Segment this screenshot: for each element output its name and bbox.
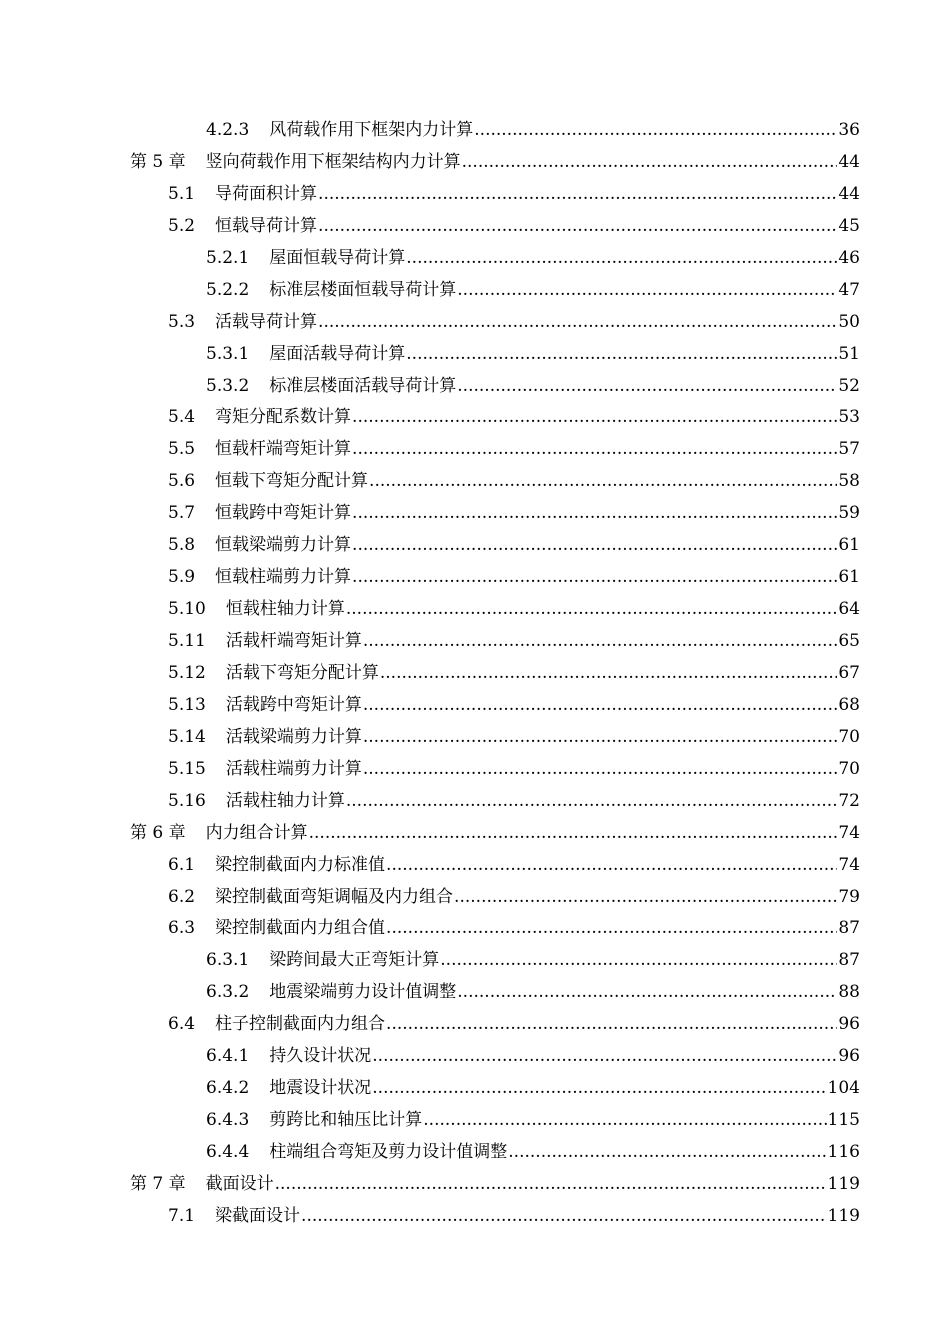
toc-entry-number: 第 7 章 — [130, 1173, 186, 1194]
toc-entry-page: 53 — [838, 407, 860, 428]
toc-entry[interactable] — [0, 722, 950, 754]
toc-entry-page: 119 — [827, 1173, 860, 1194]
toc-entry-title: 屋面恒载导荷计算 — [269, 247, 406, 268]
toc-entry-page: 70 — [838, 726, 860, 747]
dot-leader — [275, 1169, 827, 1201]
toc-entry-title: 标准层楼面活载导荷计算 — [269, 375, 457, 396]
toc-entry-title: 弯矩分配系数计算 — [215, 407, 352, 428]
toc-entry[interactable] — [0, 1105, 950, 1137]
toc-entry[interactable] — [0, 402, 950, 434]
toc-entry[interactable] — [0, 1073, 950, 1105]
toc-entry-page: 104 — [827, 1078, 860, 1099]
toc-entry-title: 截面设计 — [205, 1173, 274, 1194]
toc-entry-title: 风荷载作用下框架内力计算 — [269, 120, 474, 140]
toc-entry-title: 标准层楼面恒载导荷计算 — [269, 279, 457, 300]
toc-entry[interactable] — [0, 754, 950, 786]
toc-entry-number: 第 5 章 — [130, 151, 186, 172]
dot-leader — [454, 882, 837, 914]
toc-entry-number: 5.7 — [168, 503, 196, 524]
toc-entry-number: 6.4.2 — [206, 1078, 250, 1099]
toc-entry-page: 44 — [838, 183, 860, 204]
toc-entry-title: 活载导荷计算 — [215, 311, 318, 332]
toc-entry-page: 46 — [838, 247, 860, 268]
toc-entry-number: 6.3.2 — [206, 982, 250, 1003]
toc-entry-number: 5.13 — [168, 694, 206, 715]
toc-entry[interactable] — [0, 466, 950, 498]
toc-entry-page: 50 — [838, 311, 860, 332]
dot-leader — [363, 626, 838, 658]
toc-entry[interactable] — [0, 115, 950, 147]
dot-leader — [352, 562, 837, 594]
dot-leader — [386, 913, 837, 945]
toc-entry-page: 59 — [838, 503, 860, 524]
toc-entry-page: 87 — [838, 950, 860, 971]
toc-entry-title: 活载柱轴力计算 — [225, 790, 345, 811]
toc-entry[interactable] — [0, 882, 950, 914]
dot-leader — [352, 402, 837, 434]
toc-entry[interactable] — [0, 945, 950, 977]
toc-entry-title: 恒载跨中弯矩计算 — [215, 503, 352, 524]
toc-entry-number: 6.4.3 — [206, 1110, 250, 1131]
toc-entry-number: 6.1 — [168, 854, 196, 875]
dot-leader — [369, 466, 837, 498]
toc-entry-page: 116 — [827, 1142, 860, 1162]
toc-entry-number: 5.2.2 — [206, 279, 250, 300]
toc-entry[interactable] — [0, 1201, 950, 1233]
toc-entry[interactable] — [0, 562, 950, 594]
toc-entry-page: 47 — [838, 279, 860, 300]
toc-entry[interactable] — [0, 498, 950, 530]
toc-entry-page: 64 — [838, 599, 860, 620]
toc-entry-page: 74 — [838, 822, 860, 843]
table-of-contents — [0, 115, 950, 1233]
toc-entry[interactable] — [0, 1169, 950, 1201]
toc-entry[interactable] — [0, 530, 950, 562]
toc-entry-page: 88 — [838, 982, 860, 1003]
dot-leader — [386, 850, 837, 882]
toc-entry[interactable] — [0, 434, 950, 466]
toc-entry-title: 活载杆端弯矩计算 — [225, 631, 362, 651]
dot-leader — [406, 339, 837, 371]
toc-entry[interactable] — [0, 690, 950, 722]
toc-entry-number: 5.11 — [168, 631, 206, 651]
toc-entry-title: 梁控制截面内力组合值 — [215, 918, 386, 939]
toc-entry-number: 6.4.1 — [206, 1046, 250, 1067]
toc-entry-number: 6.4.4 — [206, 1142, 250, 1162]
toc-entry-title: 柱子控制截面内力组合 — [215, 1014, 386, 1035]
toc-entry-title: 地震梁端剪力设计值调整 — [269, 982, 457, 1003]
toc-entry[interactable] — [0, 243, 950, 275]
toc-entry-page: 115 — [827, 1110, 860, 1131]
dot-leader — [318, 179, 837, 211]
toc-entry-number: 7.1 — [168, 1205, 196, 1226]
toc-entry-page: 70 — [838, 758, 860, 779]
dot-leader — [462, 147, 838, 179]
toc-entry-page: 36 — [838, 120, 860, 140]
toc-entry[interactable] — [0, 913, 950, 945]
dot-leader — [457, 371, 837, 403]
dot-leader — [508, 1137, 826, 1169]
toc-entry[interactable] — [0, 1041, 950, 1073]
dot-leader — [406, 243, 837, 275]
toc-entry-number: 5.1 — [168, 183, 196, 204]
toc-entry-title: 持久设计状况 — [269, 1046, 372, 1067]
toc-entry-title: 梁控制截面内力标准值 — [215, 854, 386, 875]
toc-entry-page: 68 — [838, 694, 860, 715]
toc-entry[interactable] — [0, 658, 950, 690]
dot-leader — [386, 1009, 837, 1041]
toc-entry-title: 恒载柱轴力计算 — [225, 599, 345, 620]
toc-entry-title: 梁控制截面弯矩调幅及内力组合 — [215, 886, 454, 907]
toc-entry-number: 5.4 — [168, 407, 196, 428]
toc-entry-title: 梁截面设计 — [215, 1205, 301, 1226]
dot-leader — [363, 690, 838, 722]
dot-leader — [352, 530, 837, 562]
toc-entry-number: 5.3.1 — [206, 343, 250, 364]
toc-entry-title: 恒载导荷计算 — [215, 215, 318, 236]
toc-entry-number: 6.3.1 — [206, 950, 250, 971]
toc-entry[interactable] — [0, 371, 950, 403]
toc-entry-number: 5.3 — [168, 311, 196, 332]
dot-leader — [363, 722, 838, 754]
toc-entry-title: 柱端组合弯矩及剪力设计值调整 — [269, 1142, 508, 1162]
toc-entry[interactable] — [0, 977, 950, 1009]
toc-entry-title: 活载柱端剪力计算 — [225, 758, 362, 779]
toc-entry-page: 67 — [838, 662, 860, 683]
dot-leader — [352, 434, 837, 466]
toc-entry-page: 87 — [838, 918, 860, 939]
toc-entry-number: 5.14 — [168, 726, 206, 747]
toc-entry-page: 96 — [838, 1014, 860, 1035]
toc-entry-page: 52 — [838, 375, 860, 396]
dot-leader — [318, 211, 837, 243]
toc-entry-title: 恒载梁端剪力计算 — [215, 535, 352, 556]
toc-entry-number: 6.2 — [168, 886, 196, 907]
dot-leader — [346, 594, 838, 626]
dot-leader — [380, 658, 838, 690]
toc-entry-title: 恒载下弯矩分配计算 — [215, 471, 369, 492]
toc-entry-title: 竖向荷载作用下框架结构内力计算 — [205, 151, 461, 172]
dot-leader — [440, 945, 837, 977]
dot-leader — [457, 275, 837, 307]
toc-entry-page: 79 — [838, 886, 860, 907]
toc-entry-title: 梁跨间最大正弯矩计算 — [269, 950, 440, 971]
toc-entry-title: 地震设计状况 — [269, 1078, 372, 1099]
toc-entry-title: 导荷面积计算 — [215, 183, 318, 204]
toc-entry-number: 5.10 — [168, 599, 206, 620]
toc-entry-title: 恒载杆端弯矩计算 — [215, 439, 352, 460]
toc-entry-number: 4.2.3 — [206, 120, 250, 140]
toc-entry[interactable] — [0, 850, 950, 882]
toc-entry[interactable] — [0, 818, 950, 850]
dot-leader — [352, 498, 837, 530]
toc-entry-number: 5.3.2 — [206, 375, 250, 396]
toc-entry[interactable] — [0, 307, 950, 339]
toc-entry-title: 恒载柱端剪力计算 — [215, 567, 352, 588]
dot-leader — [318, 307, 837, 339]
toc-entry-number: 5.9 — [168, 567, 196, 588]
toc-entry-page: 96 — [838, 1046, 860, 1067]
toc-entry-number: 5.15 — [168, 758, 206, 779]
toc-entry[interactable] — [0, 339, 950, 371]
dot-leader — [423, 1105, 826, 1137]
dot-leader — [372, 1041, 837, 1073]
toc-entry-page: 45 — [838, 215, 860, 236]
dot-leader — [474, 115, 837, 147]
toc-entry[interactable] — [0, 786, 950, 818]
toc-entry-number: 5.2 — [168, 215, 196, 236]
toc-entry-number: 6.4 — [168, 1014, 196, 1035]
toc-entry-page: 74 — [838, 854, 860, 875]
toc-entry-page: 51 — [838, 343, 860, 364]
toc-entry[interactable] — [0, 179, 950, 211]
toc-entry[interactable] — [0, 1137, 950, 1169]
toc-entry-number: 6.3 — [168, 918, 196, 939]
toc-entry-page: 119 — [827, 1205, 860, 1226]
toc-entry-page: 72 — [838, 790, 860, 811]
toc-entry-number: 5.8 — [168, 535, 196, 556]
dot-leader — [346, 786, 838, 818]
toc-entry[interactable] — [0, 594, 950, 626]
toc-entry[interactable] — [0, 626, 950, 658]
toc-entry-page: 61 — [838, 567, 860, 588]
dot-leader — [457, 977, 837, 1009]
toc-entry-page: 58 — [838, 471, 860, 492]
toc-entry-page: 44 — [838, 151, 860, 172]
dot-leader — [372, 1073, 826, 1105]
toc-entry-page: 61 — [838, 535, 860, 556]
toc-entry-number: 5.2.1 — [206, 247, 250, 268]
toc-entry[interactable] — [0, 1009, 950, 1041]
toc-entry-number: 5.5 — [168, 439, 196, 460]
dot-leader — [301, 1201, 827, 1233]
toc-entry-title: 屋面活载导荷计算 — [269, 343, 406, 364]
toc-entry-number: 5.6 — [168, 471, 196, 492]
toc-entry-title: 活载梁端剪力计算 — [225, 726, 362, 747]
toc-entry-title: 活载跨中弯矩计算 — [225, 694, 362, 715]
toc-entry-page: 65 — [838, 631, 860, 651]
toc-entry-number: 5.12 — [168, 662, 206, 683]
dot-leader — [309, 818, 838, 850]
toc-entry[interactable] — [0, 275, 950, 307]
toc-entry-title: 内力组合计算 — [205, 822, 308, 843]
toc-entry-title: 剪跨比和轴压比计算 — [269, 1110, 423, 1131]
toc-entry-page: 57 — [838, 439, 860, 460]
toc-entry-title: 活载下弯矩分配计算 — [225, 662, 379, 683]
toc-entry[interactable] — [0, 211, 950, 243]
toc-entry-number: 5.16 — [168, 790, 206, 811]
toc-entry-number: 第 6 章 — [130, 822, 186, 843]
dot-leader — [363, 754, 838, 786]
toc-entry[interactable] — [0, 147, 950, 179]
